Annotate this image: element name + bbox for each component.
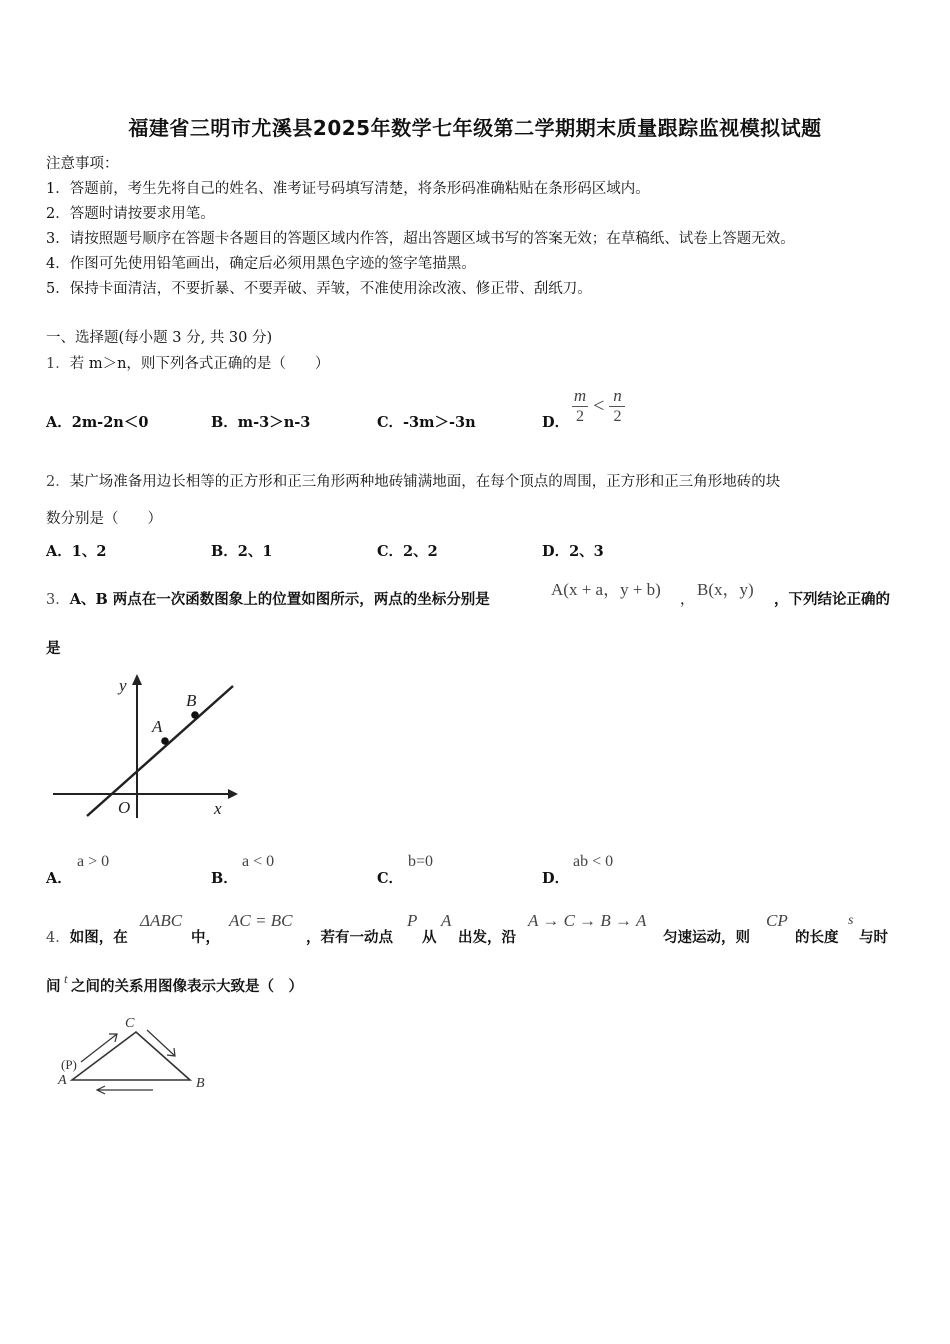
arrow-a-to-c bbox=[81, 1034, 117, 1062]
question-1 bbox=[46, 352, 329, 373]
separator: ， bbox=[680, 592, 695, 608]
option-c-expression: b=0 bbox=[408, 853, 434, 870]
question-stem-cont: 数分别是（ ） bbox=[46, 511, 162, 527]
linear-function-graph bbox=[50, 668, 250, 828]
option-b: B． bbox=[211, 870, 238, 887]
option-d: D． bbox=[542, 870, 570, 887]
point-b-label: B bbox=[186, 691, 197, 710]
option-d-expression: ab < 0 bbox=[573, 853, 614, 870]
vertex-b-label: B bbox=[196, 1076, 205, 1091]
text-segment: 之间的关系用图像表示大致是（ ） bbox=[71, 978, 303, 995]
option-c: C．-3m＞-3n bbox=[377, 414, 476, 431]
option-d: D．2、3 bbox=[542, 543, 604, 560]
text-segment: 的长度 bbox=[795, 929, 839, 946]
option-c: C．2、2 bbox=[377, 543, 438, 560]
vertex-a-label: A bbox=[58, 1073, 67, 1088]
point-a-label: A bbox=[152, 717, 163, 736]
origin-label: O bbox=[118, 798, 131, 817]
text-segment: 中， bbox=[191, 929, 220, 946]
x-label: x bbox=[214, 799, 222, 818]
text-segment: 出发，沿 bbox=[458, 929, 516, 946]
question-stem: 某广场准备用边长相等的正方形和正三角形两种地砖铺满地面，在每个顶点的周围，正方形和正三角形地砖的块 bbox=[69, 474, 781, 490]
notice-item: 2．答题时请按要求用笔。 bbox=[46, 206, 215, 222]
option-b: B．m-3＞n-3 bbox=[211, 414, 311, 431]
text-segment: 匀速运动，则 bbox=[663, 929, 750, 946]
point-p-label: (P) bbox=[61, 1057, 77, 1072]
question-number: 4． bbox=[46, 930, 70, 946]
option-d: D． bbox=[542, 414, 570, 431]
question-stem-end: ，下列结论正确的 bbox=[774, 591, 890, 608]
text-segment: 间 bbox=[46, 978, 61, 995]
math-point-p: P bbox=[407, 911, 418, 930]
question-3 bbox=[46, 588, 490, 609]
notice-item: 5．保持卡面清洁，不要折暴、不要弄破、弄皱，不准使用涂改液、修正带、刮纸刀。 bbox=[46, 281, 592, 297]
option-b-expression: a < 0 bbox=[242, 853, 275, 870]
arrow-c-to-b bbox=[147, 1030, 175, 1056]
option-a: A．1、2 bbox=[46, 543, 107, 560]
option-a: A． bbox=[46, 870, 72, 887]
text-segment: ，若有一动点 bbox=[306, 929, 393, 946]
math-t: t bbox=[64, 971, 68, 986]
math-cp: CP bbox=[766, 911, 788, 930]
triangle-figure bbox=[55, 1010, 220, 1100]
y-axis-arrow bbox=[132, 674, 142, 685]
fraction: $\frac{n}{2}$ bbox=[609, 386, 625, 427]
page-title: 福建省三明市尤溪县2025年数学七年级第二学期期末质量跟踪监视模拟试题 bbox=[128, 116, 822, 140]
option-a: A．2m-2n＜0 bbox=[46, 414, 149, 431]
math-path: A → C → B → A bbox=[528, 911, 647, 930]
coordinate-a: A(x + a，y + b) bbox=[551, 580, 661, 599]
option-b: B．2、1 bbox=[211, 543, 273, 560]
math-equation: AC = BC bbox=[229, 911, 293, 930]
question-stem: A、B 两点在一次函数图象上的位置如图所示，两点的坐标分别是 bbox=[69, 591, 490, 608]
option-d-expression: $\frac{m}{2}$ < $\frac{n}{2}$ bbox=[572, 386, 625, 427]
question-stem-cont: 是 bbox=[46, 640, 61, 657]
fraction: $\frac{m}{2}$ bbox=[573, 386, 587, 425]
notice-item: 1．答题前，考生先将自己的姓名、准考证号码填写清楚，将条形码准确粘贴在条形码区域内。 bbox=[46, 181, 650, 197]
text-segment: 与时 bbox=[859, 929, 888, 946]
section-heading: 一、选择题(每小题 3 分, 共 30 分) bbox=[46, 330, 273, 346]
question-stem: 若 m＞n，则下列各式正确的是（ ） bbox=[69, 356, 330, 372]
math-triangle: ΔABC bbox=[140, 911, 183, 930]
math-point-a: A bbox=[441, 911, 452, 930]
x-axis-arrow bbox=[228, 789, 238, 799]
question-number: 2． bbox=[46, 474, 70, 490]
question-2 bbox=[46, 470, 780, 491]
point-b bbox=[191, 711, 199, 719]
y-label: y bbox=[119, 676, 127, 695]
vertex-c-label: C bbox=[125, 1016, 135, 1031]
math-s: s bbox=[848, 913, 854, 928]
notice-heading: 注意事项： bbox=[46, 156, 119, 172]
option-c: C． bbox=[377, 870, 404, 887]
question-4-part: 4．如图，在 bbox=[46, 929, 128, 946]
question-number: 1． bbox=[46, 356, 70, 372]
point-a bbox=[161, 737, 169, 745]
question-number: 3． bbox=[46, 592, 70, 608]
coordinate-b: B(x，y) bbox=[697, 580, 754, 599]
function-line bbox=[87, 686, 233, 816]
text-segment: 从 bbox=[422, 929, 437, 946]
notice-item: 4．作图可先使用铅笔画出，确定后必须用黑色字迹的签字笔描黑。 bbox=[46, 256, 476, 272]
option-a-expression: a > 0 bbox=[77, 853, 110, 870]
notice-item: 3．请按照题号顺序在答题卡各题目的答题区域内作答，超出答题区域书写的答案无效；在草稿纸、试卷上答题无效。 bbox=[46, 231, 795, 247]
